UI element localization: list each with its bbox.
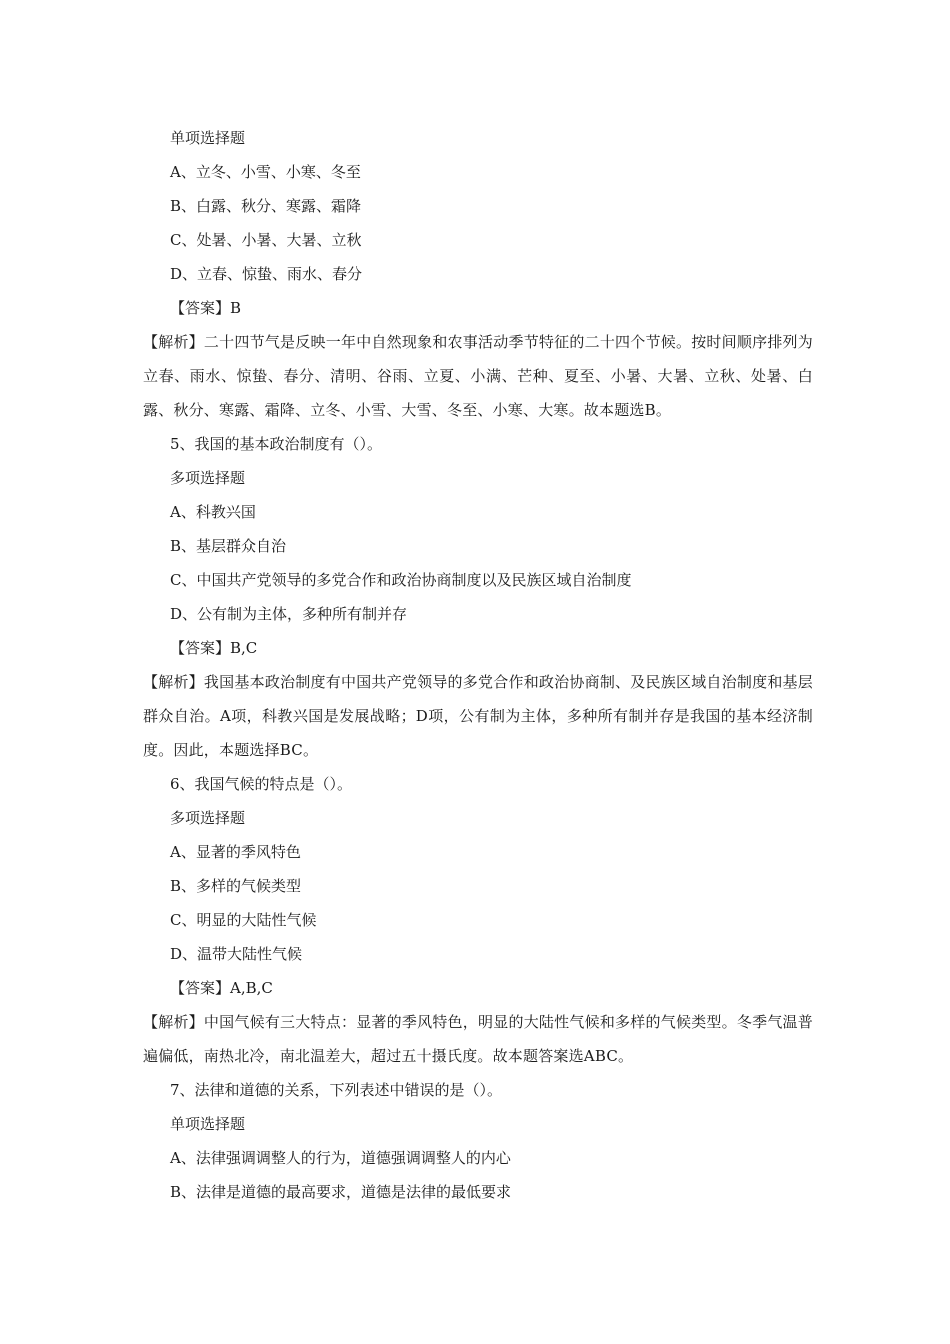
question-text: 5、我国的基本政治制度有（）。 [170, 435, 383, 453]
answer: 【答案】B,C [170, 639, 258, 657]
question-type: 多项选择题 [170, 469, 246, 487]
answer: 【答案】B [170, 299, 242, 317]
option-b: B、多样的气候类型 [170, 877, 302, 895]
analysis [143, 1005, 813, 1073]
answer: 【答案】A,B,C [170, 979, 273, 997]
option-a: A、立冬、小雪、小寒、冬至 [170, 163, 361, 181]
option-a: A、科教兴国 [170, 503, 256, 521]
option-c: C、明显的大陆性气候 [170, 911, 317, 929]
analysis-text: 我国基本政治制度有中国共产党领导的多党合作和政治协商制、及民族区域自治制度和基层群众自治。A项，科教兴国是发展战略；D项，公有制为主体，多种所有制并存是我国的基本经济制度。因此，本题选择BC。 [143, 673, 813, 759]
analysis-text: 中国气候有三大特点：显著的季风特色，明显的大陆性气候和多样的气候类型。冬季气温普遍偏低，南热北冷，南北温差大，超过五十摄氏度。故本题答案选ABC。 [143, 1013, 813, 1065]
analysis-tag: 【解析】 [143, 673, 204, 691]
option-b: B、法律是道德的最高要求，道德是法律的最低要求 [170, 1183, 512, 1201]
analysis-tag: 【解析】 [143, 333, 204, 351]
question-text: 6、我国气候的特点是（）。 [170, 775, 353, 793]
document-content [143, 121, 813, 1209]
option-b: B、白露、秋分、寒露、霜降 [170, 197, 362, 215]
analysis [143, 325, 813, 427]
question-type: 单项选择题 [170, 1115, 246, 1133]
option-d: D、立春、惊蛰、雨水、春分 [170, 265, 363, 283]
option-a: A、法律强调调整人的行为，道德强调调整人的内心 [170, 1149, 511, 1167]
question-type: 单项选择题 [170, 129, 246, 147]
analysis-text: 二十四节气是反映一年中自然现象和农事活动季节特征的二十四个节候。按时间顺序排列为立春、雨水、惊蛰、春分、清明、谷雨、立夏、小满、芒种、夏至、小暑、大暑、立秋、处暑、白露、秋分、寒露、霜降、立冬、小雪、大雪、冬至、小寒、大寒。故本题选B。 [143, 333, 813, 419]
option-b: B、基层群众自治 [170, 537, 287, 555]
question-type: 多项选择题 [170, 809, 246, 827]
analysis [143, 665, 813, 767]
option-d: D、公有制为主体，多种所有制并存 [170, 605, 408, 623]
option-d: D、温带大陆性气候 [170, 945, 303, 963]
analysis-tag: 【解析】 [143, 1013, 204, 1031]
option-c: C、处暑、小暑、大暑、立秋 [170, 231, 362, 249]
question-text: 7、法律和道德的关系，下列表述中错误的是（）。 [170, 1081, 503, 1099]
option-a: A、显著的季风特色 [170, 843, 301, 861]
option-c: C、中国共产党领导的多党合作和政治协商制度以及民族区域自治制度 [170, 571, 632, 589]
